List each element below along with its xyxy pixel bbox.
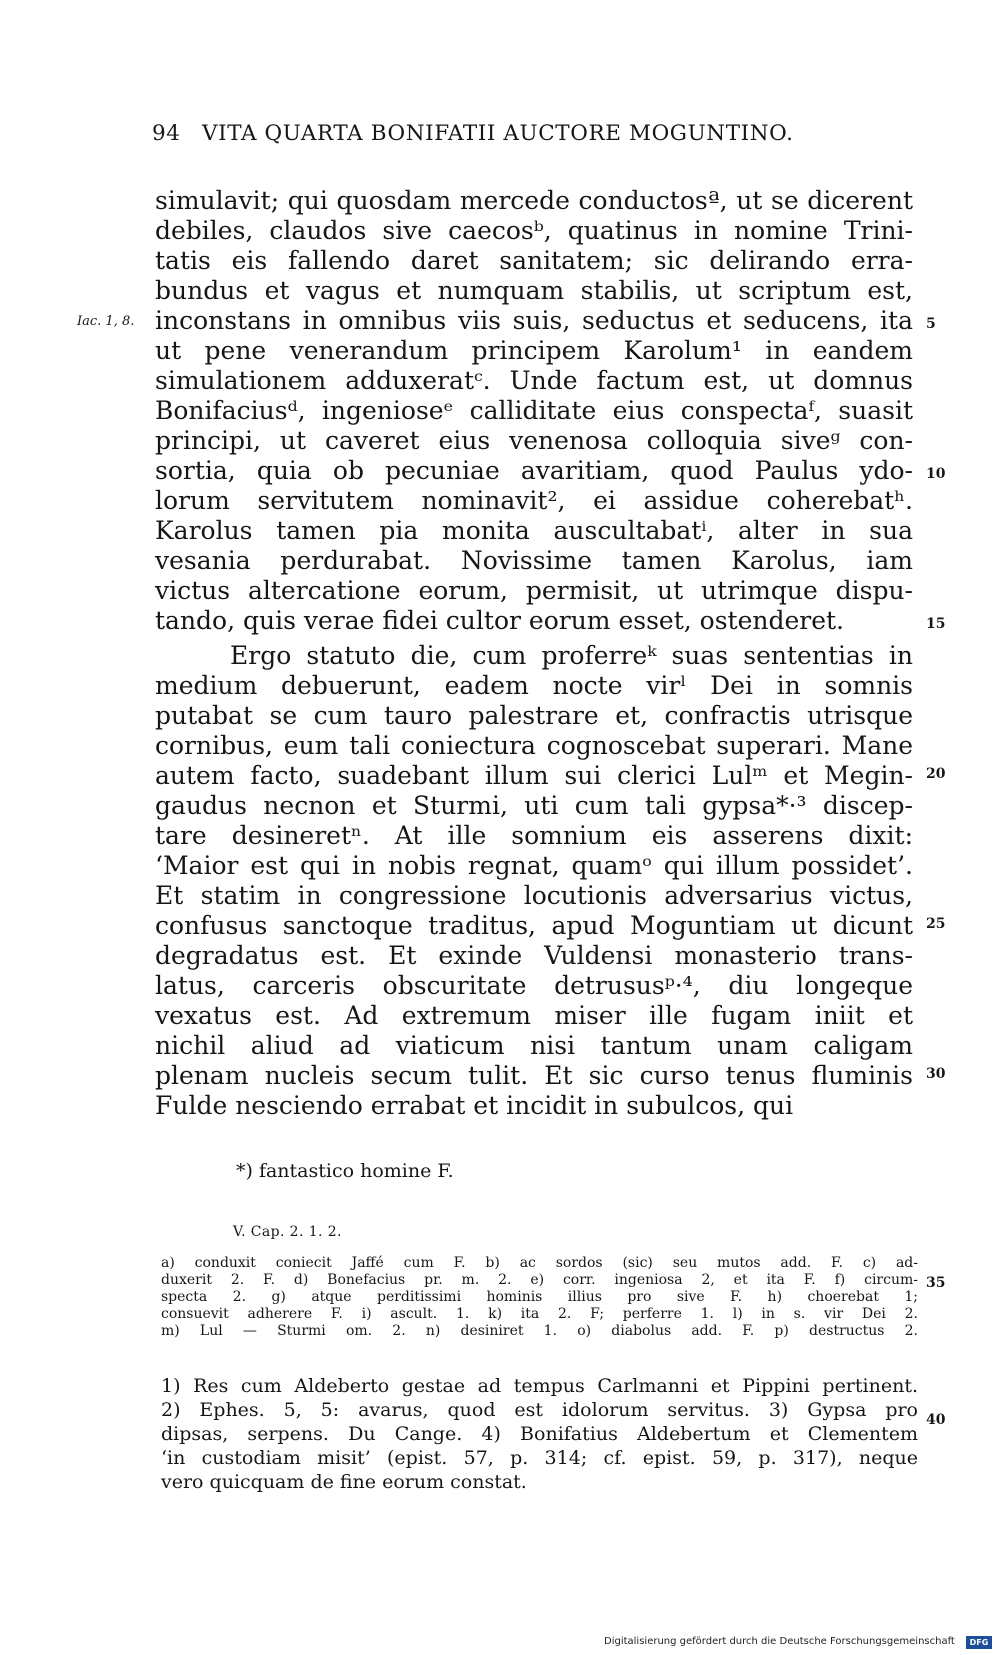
text-line: autem facto, suadebant illum sui clerici Lulᵐ et Megin-	[155, 761, 913, 790]
commentary-note: dipsas, serpens. Du Cange. 4) Bonifatius Aldebertum et Clementem	[161, 1423, 918, 1445]
line-number: 35	[926, 1275, 946, 1291]
text-line: vesania perdurabat. Novissime tamen Karolus, iam	[155, 546, 913, 575]
commentary-note: 1) Res cum Aldeberto gestae ad tempus Carlmanni et Pippini pertinent.	[161, 1375, 918, 1397]
text-line: victus altercatione eorum, permisit, ut utrimque dispu-	[155, 576, 913, 605]
text-line: cornibus, eum tali coniectura cognoscebat superari. Mane	[155, 731, 913, 760]
commentary-note: vero quicquam de fine eorum constat.	[161, 1471, 527, 1493]
text-line: bundus et vagus et numquam stabilis, ut scriptum est,	[155, 276, 913, 305]
commentary-note: ‘in custodiam misit’ (epist. 57, p. 314; cf. epist. 59, p. 317), neque	[161, 1447, 918, 1469]
text-line: tatis eis fallendo daret sanitatem; sic delirando erra-	[155, 246, 913, 275]
apparatus-line: duxerit 2. F. d) Bonefacius pr. m. 2. e) corr. ingeniosa 2, et ita F. f) circum-	[161, 1272, 918, 1288]
text-line: tando, quis verae fidei cultor eorum esset, ostenderet.	[155, 606, 845, 635]
apparatus-line: consuevit adherere F. i) ascult. 1. k) ita 2. F; perferre 1. l) in s. vir Dei 2.	[161, 1306, 918, 1322]
star-footnote: *) fantastico homine F.	[236, 1160, 454, 1182]
text-line: principi, ut caveret eius venenosa colloquia siveᵍ con-	[155, 426, 913, 455]
text-line: degradatus est. Et exinde Vuldensi monasterio trans-	[155, 941, 913, 970]
text-line: sortia, quia ob pecuniae avaritiam, quod Paulus ydo-	[155, 456, 913, 485]
text-line: Karolus tamen pia monita auscultabatⁱ, alter in sua	[155, 516, 913, 545]
line-number: 10	[926, 466, 946, 482]
text-line: inconstans in omnibus viis suis, seductus et seducens, ita	[155, 306, 913, 335]
text-line: ut pene venerandum principem Karolum¹ in eandem	[155, 336, 913, 365]
text-line: tare desineretⁿ. At ille somnium eis asserens dixit:	[155, 821, 913, 850]
running-title: VITA QUARTA BONIFATII AUCTORE MOGUNTINO.	[202, 121, 794, 146]
text-line: gaudus necnon et Sturmi, uti cum tali gypsa*·³ discep-	[155, 791, 913, 820]
line-number: 25	[926, 916, 946, 932]
dfg-logo: DFG	[966, 1636, 992, 1649]
text-line: simulavit; qui quosdam mercede conductosª, ut se dicerent	[155, 186, 913, 215]
line-number: 5	[926, 316, 936, 332]
line-number: 30	[926, 1066, 946, 1082]
commentary-note: 2) Ephes. 5, 5: avarus, quod est idolorum servitus. 3) Gypsa pro	[161, 1399, 918, 1421]
running-header	[152, 121, 912, 146]
text-line: confusus sanctoque traditus, apud Moguntiam ut dicunt	[155, 911, 913, 940]
page-number: 94	[152, 121, 181, 146]
digitization-credit: Digitalisierung gefördert durch die Deutsche Forschungsgemeinschaft	[604, 1636, 955, 1647]
text-line: Fulde nesciendo errabat et incidit in subulcos, qui	[155, 1091, 794, 1120]
text-line: latus, carceris obscuritate detrususᵖ·⁴, diu longeque	[155, 971, 913, 1000]
text-line: ‘Maior est qui in nobis regnat, quamᵒ qui illum possidet’.	[155, 851, 913, 880]
text-line: lorum servitutem nominavit², ei assidue coherebatʰ.	[155, 486, 913, 515]
text-line: Et statim in congressione locutionis adversarius victus,	[155, 881, 913, 910]
apparatus-line: a) conduxit coniecit Jaffé cum F. b) ac sordos (sic) seu mutos add. F. c) ad-	[161, 1255, 918, 1271]
margin-reference: Iac. 1, 8.	[77, 314, 135, 329]
text-line: plenam nucleis secum tulit. Et sic curso tenus fluminis	[155, 1061, 913, 1090]
text-line: vexatus est. Ad extremum miser ille fugam iniit et	[155, 1001, 913, 1030]
line-number: 15	[926, 616, 946, 632]
apparatus-line: specta 2. g) atque perditissimi hominis illius pro sive F. h) choerebat 1;	[161, 1289, 918, 1305]
text-line: Ergo statuto die, cum proferreᵏ suas sententias in	[230, 641, 913, 670]
text-line: debiles, claudos sive caecosᵇ, quatinus in nomine Trini-	[155, 216, 913, 245]
line-number: 40	[926, 1412, 946, 1428]
line-number: 20	[926, 766, 946, 782]
apparatus-line: m) Lul — Sturmi om. 2. n) desiniret 1. o) diabolus add. F. p) destructus 2.	[161, 1323, 918, 1339]
text-line: nichil aliud ad viaticum nisi tantum unam caligam	[155, 1031, 913, 1060]
text-line: simulationem adduxeratᶜ. Unde factum est, ut domnus	[155, 366, 913, 395]
text-line: putabat se cum tauro palestrare et, confractis utrisque	[155, 701, 913, 730]
text-line: medium debuerunt, eadem nocte virˡ Dei in somnis	[155, 671, 913, 700]
text-line: Bonifaciusᵈ, ingenioseᵉ calliditate eius conspectaᶠ, suasit	[155, 396, 913, 425]
manuscript-reference: V. Cap. 2. 1. 2.	[233, 1224, 342, 1240]
